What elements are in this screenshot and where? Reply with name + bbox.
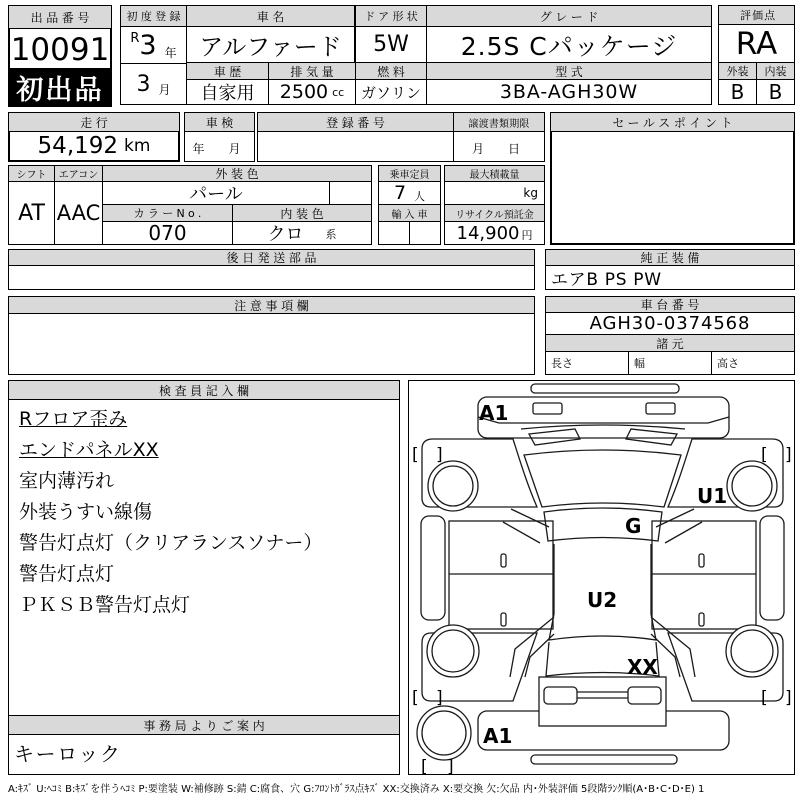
- car-name-value: アルファード: [186, 26, 355, 63]
- inspector-line: 警告灯点灯（クリアランスソナー）: [19, 532, 323, 554]
- notice-label: 注意事項欄: [8, 296, 535, 314]
- left-a-pillar-fold: [503, 509, 549, 543]
- sales-point-label: セールスポイント: [550, 112, 795, 132]
- left-rear-door-handle: [501, 613, 506, 626]
- first-reg-month-unit: 月: [158, 83, 171, 97]
- lot-number: 10091: [10, 32, 110, 68]
- capacity-label: 乗車定員: [378, 165, 441, 182]
- bracket-icon: ]: [436, 688, 443, 708]
- grade-value: 2.5S Cパッケージ: [426, 26, 712, 63]
- specs-length-cell: 長さ: [545, 351, 629, 375]
- interior-label: 内装: [756, 62, 795, 80]
- inspection-value: 年 月: [192, 141, 247, 156]
- history-value: 自家用: [186, 79, 269, 105]
- shift-value: AT: [8, 181, 55, 245]
- bracket-icon: [: [412, 445, 419, 465]
- fuel-value: ガソリン: [355, 79, 427, 105]
- mileage-number: 54,192: [37, 133, 119, 159]
- int-color-value: [232, 221, 372, 245]
- import-label: 輸入車: [378, 204, 441, 222]
- first-listing-badge: 初出品: [8, 68, 112, 107]
- spare-wheel: [417, 706, 471, 760]
- mileage-label: 走行: [8, 112, 180, 132]
- first-reg-year-num: 3: [139, 29, 157, 61]
- bracket-icon: [: [761, 688, 768, 708]
- damage-label-rear-gate: XX: [627, 655, 658, 679]
- recycle-value: [444, 221, 545, 245]
- bracket-icon: [: [421, 757, 428, 774]
- office-label: 事務局よりご案内: [8, 715, 400, 735]
- parts-label: 後日発送部品: [8, 249, 535, 266]
- damage-label-windshield: G: [625, 514, 642, 538]
- front-bumper: [478, 397, 729, 438]
- inspector-line: Rフロア歪み: [19, 408, 128, 430]
- mileage-value: [10, 132, 178, 160]
- aircon-label: エアコン: [54, 165, 103, 182]
- displacement-unit: cc: [332, 85, 345, 99]
- int-color-label: 内装色: [232, 204, 372, 222]
- displacement-label: 排気量: [268, 62, 356, 80]
- car-diagram-panel: [408, 380, 795, 775]
- door-label: ドア形状: [355, 5, 427, 27]
- damage-label-front-bumper: A1: [479, 401, 509, 425]
- mileage-unit: km: [124, 136, 151, 156]
- right-rear-door-handle: [699, 613, 704, 626]
- bracket-icon: ]: [785, 688, 792, 708]
- right-doors: [652, 521, 756, 629]
- left-front-door-handle: [501, 554, 506, 567]
- exterior-value: B: [718, 79, 757, 105]
- ext-color-value: パール: [102, 181, 330, 205]
- right-a-pillar-fold: [656, 509, 702, 543]
- front-left-wheel: [428, 461, 478, 511]
- bracket-icon: [: [412, 688, 419, 708]
- max-load-label: 最大積載量: [444, 165, 545, 182]
- equipment-value: エアB PS PW: [545, 265, 795, 290]
- sales-point-value: [552, 133, 793, 243]
- capacity-unit: 人: [414, 190, 426, 203]
- import-cell-2: [409, 221, 441, 245]
- front-right-wheel: [727, 461, 777, 511]
- color-no-label: カラーNo.: [102, 204, 233, 222]
- score-label: 評価点: [718, 5, 795, 25]
- door-value: 5W: [355, 26, 427, 63]
- first-reg-month: [120, 63, 187, 105]
- front-bumper-strip: [531, 384, 679, 393]
- displacement-value: [268, 79, 356, 105]
- bracket-icon: [: [761, 445, 768, 465]
- damage-label-right-front: U1: [697, 484, 728, 508]
- ext-color-extra-cell: [329, 181, 372, 205]
- bracket-icon: ]: [447, 757, 454, 774]
- lot-label: 出品番号: [8, 5, 112, 29]
- inspector-line: 室内薄汚れ: [19, 470, 115, 492]
- grade-label: グレード: [426, 5, 712, 27]
- inspector-notes: [8, 399, 400, 716]
- rear-right-wheel: [726, 625, 778, 677]
- left-doors: [449, 521, 553, 629]
- recycle-label: リサイクル預託金: [444, 204, 545, 222]
- specs-height-cell: 高さ: [711, 351, 795, 375]
- transfer-deadline-value: 月 日: [471, 141, 526, 156]
- interior-value: B: [756, 79, 795, 105]
- color-no-value: 070: [102, 221, 233, 245]
- recycle-unit: 円: [521, 229, 533, 242]
- inspection-label: 車検: [184, 112, 255, 132]
- shift-label: シフト: [8, 165, 55, 182]
- bracket-icon: ]: [436, 445, 443, 465]
- rear-bumper-strip: [531, 755, 677, 764]
- equipment-label: 純正装備: [545, 249, 795, 266]
- rear-left-wheel: [427, 625, 479, 677]
- fuel-label: 燃料: [355, 62, 427, 80]
- capacity-number: 7: [393, 182, 407, 204]
- first-reg-year-unit: 年: [164, 46, 177, 60]
- first-reg-month-num: 3: [136, 71, 151, 97]
- max-load-value: [444, 181, 545, 205]
- legend-text: A:ｷｽﾞ U:ﾍｺﾐ B:ｷｽﾞを伴うﾍｺﾐ P:要塗装 W:補修跡 S:錆 C:腐食、穴 G:ﾌﾛﾝﾄｶﾞﾗｽ点ｷｽﾞ XX:交換済み X:要交換 欠:欠品 内･外装評価 5段階ﾗﾝｸ順(A･B･C･D･E) 1: [8, 784, 705, 795]
- parts-value: [8, 265, 535, 290]
- damage-label-rear-bumper: A1: [483, 724, 513, 748]
- specs-width-cell: 幅: [628, 351, 712, 375]
- tailgate: [539, 677, 666, 726]
- max-load-unit: kg: [523, 186, 538, 200]
- chassis-label: 車台番号: [545, 296, 795, 313]
- office-value: キーロック: [8, 734, 400, 775]
- displacement-number: 2500: [279, 81, 329, 103]
- transfer-deadline-label: 譲渡書類期限: [453, 112, 545, 132]
- inspector-line: 警告灯点灯: [19, 563, 115, 585]
- bracket-icon: ]: [785, 445, 792, 465]
- aircon-value: AAC: [54, 181, 103, 245]
- inspector-label: 検査員記入欄: [8, 380, 400, 400]
- inspector-line: 外装うすい線傷: [19, 501, 153, 523]
- import-cell-1: [378, 221, 410, 245]
- left-rocker: [421, 516, 445, 620]
- int-color-name: クロ: [267, 224, 304, 245]
- chassis-value: AGH30-0374568: [545, 312, 795, 335]
- inspector-line: エンドパネルXX: [19, 439, 159, 461]
- windshield: [544, 508, 662, 541]
- hood: [524, 450, 681, 507]
- int-color-suffix: 系: [325, 228, 337, 241]
- inspector-line: ＰＫＳＢ警告灯点灯: [19, 594, 191, 616]
- first-reg-year: [120, 26, 187, 64]
- car-name-label: 車名: [186, 5, 355, 27]
- first-reg-era: R: [130, 31, 140, 46]
- right-front-door-handle: [699, 554, 704, 567]
- model-code-label: 型式: [426, 62, 712, 80]
- score-value: RA: [718, 24, 795, 63]
- car-diagram: [409, 381, 794, 774]
- specs-label: 諸元: [545, 334, 795, 352]
- right-rocker: [760, 516, 784, 620]
- notice-value: [8, 313, 535, 375]
- exterior-label: 外装: [718, 62, 757, 80]
- recycle-number: 14,900: [456, 222, 520, 244]
- reg-number-label: 登録番号: [257, 112, 454, 132]
- damage-label-roof: U2: [587, 588, 618, 612]
- model-code-value: 3BA-AGH30W: [426, 79, 712, 105]
- lot-block: [8, 5, 112, 105]
- ext-color-label: 外装色: [102, 165, 372, 182]
- capacity-value: [378, 181, 441, 205]
- history-label: 車歴: [186, 62, 269, 80]
- first-reg-label: 初度登録: [120, 5, 187, 27]
